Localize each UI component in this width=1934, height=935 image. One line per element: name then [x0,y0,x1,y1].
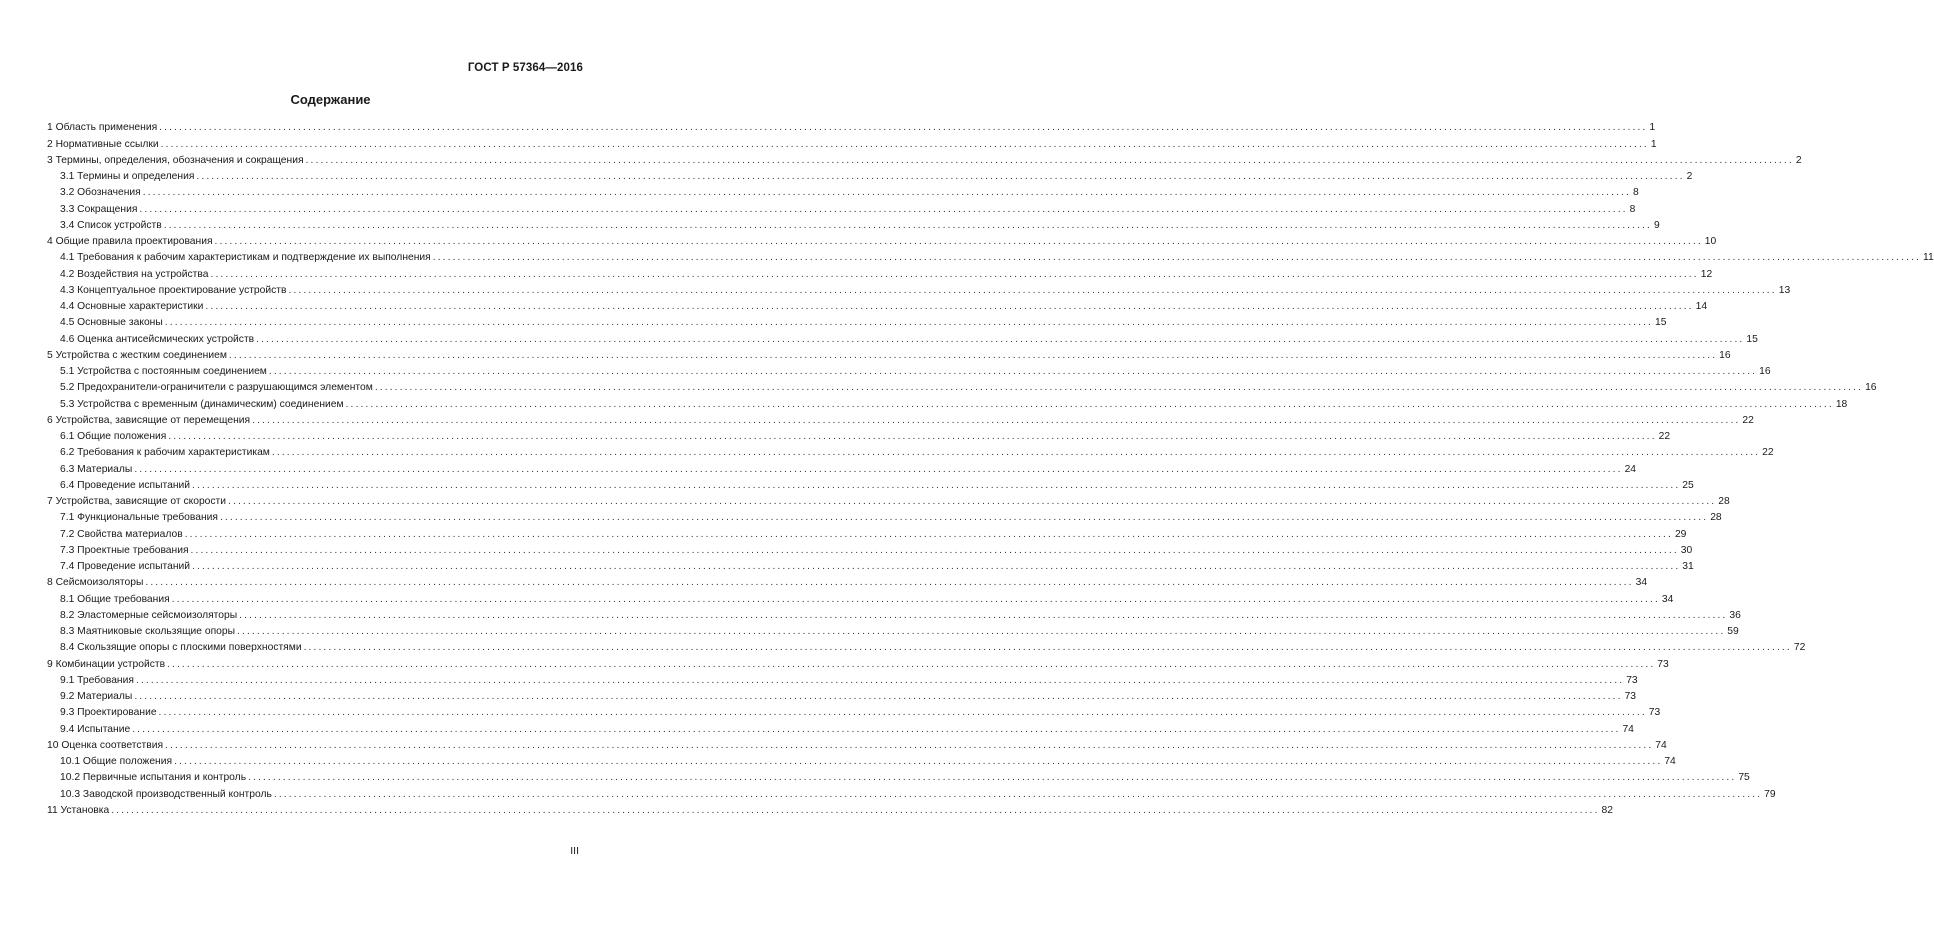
toc-page-number: 9 [1653,219,1660,231]
dot-leader: ............................................................................................................................................................................................................................................................................................................ [271,447,1761,459]
toc-subsection-entry[interactable] [47,590,1674,606]
toc-entry-title: 10.3 Заводской производственный контроль [60,788,272,800]
toc-entry-title: 10.1 Общие положения [60,756,173,767]
toc-entry-title: 4.1 Требования к рабочим характеристикам и подтверждение их выполнения [60,252,431,264]
toc-entry-title: 8 Сейсмоизоляторы [47,577,144,589]
dot-leader: ............................................................................................................................................................................................................................................................................................................ [184,528,1673,540]
toc-page-number: 8 [1629,203,1636,215]
dot-leader: ............................................................................................................................................................................................................................................................................................................ [159,122,1648,134]
toc-page-number: 8 [1632,187,1639,199]
toc-page-number: 74 [1622,723,1634,735]
toc-page-number: 2 [1795,154,1802,166]
toc-subsection-entry[interactable] [47,330,1758,346]
dot-leader: ............................................................................................................................................................................................................................................................................................................ [164,317,1654,329]
dot-leader: ............................................................................................................................................................................................................................................................................................................ [196,171,1685,182]
toc-entry-title: 7.2 Свойства материалов [60,528,183,540]
toc-entry-title: 3.3 Сокращения [60,203,138,215]
dot-leader: ............................................................................................................................................................................................................................................................................................................ [210,268,1699,280]
toc-subsection-entry[interactable] [47,785,1776,801]
toc-subsection-entry[interactable] [47,525,1687,541]
toc-subsection-entry[interactable] [47,623,1739,639]
toc-page-number: 1 [1649,122,1656,134]
toc-entry-title: 4.4 Основные характеристики [60,301,204,312]
dot-leader: ............................................................................................................................................................................................................................................................................................................ [145,577,1634,589]
toc-subsection-entry[interactable] [47,688,1637,704]
toc-page-number: 73 [1626,674,1638,686]
dot-leader: ............................................................................................................................................................................................................................................................................................................ [345,398,1834,410]
toc-subsection-entry[interactable] [47,428,1671,444]
toc-subsection-entry[interactable] [47,753,1676,769]
toc-entry-title: 4.2 Воздействия на устройства [60,268,209,280]
toc-page-number: 74 [1664,756,1676,767]
toc-entry-title: 4 Общие правила проектирования [47,236,213,247]
dot-leader: ............................................................................................................................................................................................................................................................................................................ [256,333,1745,345]
toc-entry-title: 8.3 Маятниковые скользящие опоры [60,626,236,637]
toc-subsection-entry[interactable] [47,444,1774,460]
toc-section-entry[interactable] [47,574,1648,590]
dot-leader: ............................................................................................................................................................................................................................................................................................................ [248,772,1737,784]
toc-page-number: 10 [1704,236,1717,247]
table-of-contents [47,119,1934,818]
toc-subsection-entry[interactable] [47,217,1660,233]
toc-entry-title: 6.1 Общие положения [60,431,167,442]
toc-page-number: 16 [1719,349,1731,361]
toc-entry-title: 11 Установка [47,804,110,816]
dot-leader: ............................................................................................................................................................................................................................................................................................................ [252,414,1741,426]
toc-section-entry[interactable] [47,493,1730,509]
toc-page-number: 1 [1650,138,1657,150]
toc-subsection-entry[interactable] [47,379,1877,395]
dot-leader: ............................................................................................................................................................................................................................................................................................................ [111,804,1600,816]
dot-leader: ............................................................................................................................................................................................................................................................................................................ [135,674,1625,686]
toc-page-number: 29 [1674,528,1687,540]
toc-subsection-entry[interactable] [47,607,1741,623]
dot-leader: ............................................................................................................................................................................................................................................................................................................ [228,349,1718,361]
dot-leader: ............................................................................................................................................................................................................................................................................................................ [239,609,1728,621]
dot-leader: ............................................................................................................................................................................................................................................................................................................ [268,366,1758,377]
toc-subsection-entry[interactable] [47,542,1693,558]
toc-subsection-entry[interactable] [47,509,1722,525]
dot-leader: ............................................................................................................................................................................................................................................................................................................ [432,252,1921,264]
toc-subsection-entry[interactable] [47,298,1708,314]
dot-leader: ............................................................................................................................................................................................................................................................................................................ [134,691,1623,702]
toc-entry-title: 2 Нормативные ссылки [47,138,159,150]
toc-page-number: 2 [1686,171,1693,182]
toc-subsection-entry[interactable] [47,720,1634,736]
toc-subsection-entry[interactable] [47,168,1693,184]
toc-subsection-entry[interactable] [47,672,1638,688]
toc-page-number: 79 [1764,788,1776,800]
dot-leader: ............................................................................................................................................................................................................................................................................................................ [167,658,1656,670]
toc-entry-title: 6.3 Материалы [60,463,133,475]
toc-entry-title: 3.2 Обозначения [60,187,141,199]
dot-leader: ............................................................................................................................................................................................................................................................................................................ [273,788,1763,800]
toc-entry-title: 6.4 Проведение испытаний [60,479,191,491]
toc-page-number: 59 [1727,626,1739,637]
toc-entry-title: 1 Область применения [47,122,158,134]
dot-leader: ............................................................................................................................................................................................................................................................................................................ [237,626,1726,637]
document-code: ГОСТ Р 57364—2016 [467,62,583,74]
toc-page-number: 36 [1729,609,1741,621]
toc-subsection-entry[interactable] [47,639,1806,655]
toc-page-number: 34 [1661,593,1674,605]
toc-section-entry[interactable] [47,737,1667,753]
toc-page-number: 15 [1655,317,1667,329]
toc-subsection-entry[interactable] [47,769,1750,785]
toc-subsection-entry[interactable] [47,265,1713,281]
toc-subsection-entry[interactable] [47,184,1639,200]
toc-page-number: 18 [1835,398,1848,410]
toc-page-number: 74 [1655,739,1667,751]
toc-entry-title: 5.3 Устройства с временным (динамическим) соединением [60,398,344,410]
toc-page-number: 28 [1718,496,1730,507]
toc-entry-title: 9.2 Материалы [60,691,133,702]
dot-leader: ............................................................................................................................................................................................................................................................................................................ [374,382,1864,394]
toc-entry-title: 3.1 Термины и определения [60,171,195,182]
toc-entry-title: 7 Устройства, зависящие от скорости [47,496,227,507]
toc-entry-title: 8.2 Эластомерные сейсмоизоляторы [60,609,238,621]
dot-leader: ............................................................................................................................................................................................................................................................................................................ [163,219,1652,231]
toc-subsection-entry[interactable] [47,395,1848,411]
toc-page-number: 31 [1682,561,1694,572]
toc-entry-title: 9.4 Испытание [60,723,131,735]
toc-page-number: 13 [1778,284,1791,296]
toc-entry-title: 5.2 Предохранители-ограничители с разрушающимся элементом [60,382,373,394]
toc-entry-title: 10 Оценка соответствия [47,739,164,751]
toc-entry-title: 4.5 Основные законы [60,317,163,329]
toc-entry-title: 9 Комбинации устройств [47,658,166,670]
dot-leader: ............................................................................................................................................................................................................................................................................................................ [192,561,1681,572]
toc-subsection-entry[interactable] [47,363,1771,379]
toc-subsection-entry[interactable] [47,477,1694,493]
dot-leader: ............................................................................................................................................................................................................................................................................................................ [160,138,1649,150]
toc-section-entry[interactable] [47,119,1656,135]
dot-leader: ............................................................................................................................................................................................................................................................................................................ [205,301,1694,312]
dot-leader: ............................................................................................................................................................................................................................................................................................................ [192,479,1681,491]
toc-page-number: 25 [1682,479,1694,491]
toc-page-number: 22 [1742,414,1754,426]
toc-entry-title: 8.4 Скользящие опоры с плоскими поверхностями [60,642,302,654]
toc-section-entry[interactable] [47,233,1717,249]
dot-leader: ............................................................................................................................................................................................................................................................................................................ [228,496,1717,507]
dot-leader: ............................................................................................................................................................................................................................................................................................................ [214,236,1703,247]
toc-entry-title: 4.6 Оценка антисейсмических устройств [60,333,255,345]
toc-page-number: 11 [1923,252,1934,264]
toc-entry-title: 5 Устройства с жестким соединением [47,349,227,361]
toc-page-number: 24 [1624,463,1637,475]
toc-page-number: 82 [1601,804,1613,816]
toc-entry-title: 5.1 Устройства с постоянным соединением [60,366,267,377]
toc-entry-title: 7.1 Функциональные требования [60,512,218,524]
dot-leader: ............................................................................................................................................................................................................................................................................................................ [168,431,1657,442]
toc-page-number: 16 [1865,382,1877,394]
toc-page-number: 34 [1635,577,1648,589]
toc-page-number: 73 [1657,658,1669,670]
toc-entry-title: 3 Термины, определения, обозначения и сокращения [47,154,304,166]
toc-page-number: 16 [1759,366,1771,377]
toc-subsection-entry[interactable] [47,314,1667,330]
toc-section-entry[interactable] [47,135,1657,151]
toc-page-number: 12 [1700,268,1713,280]
toc-subsection-entry[interactable] [47,282,1791,298]
toc-subsection-entry[interactable] [47,704,1661,720]
toc-entry-title: 4.3 Концептуальное проектирование устройств [60,284,287,296]
toc-entry-title: 9.3 Проектирование [60,707,157,719]
toc-section-entry[interactable] [47,152,1802,168]
toc-entry-title: 6.2 Требования к рабочим характеристикам [60,447,270,459]
page-number: III [570,845,579,857]
dot-leader: ............................................................................................................................................................................................................................................................................................................ [190,544,1679,556]
dot-leader: ............................................................................................................................................................................................................................................................................................................ [288,284,1777,296]
toc-entry-title: 8.1 Общие требования [60,593,170,605]
dot-leader: ............................................................................................................................................................................................................................................................................................................ [142,187,1631,199]
toc-page-number: 22 [1762,447,1774,459]
toc-entry-title: 10.2 Первичные испытания и контроль [60,772,247,784]
toc-page-number: 15 [1746,333,1758,345]
toc-entry-title: 6 Устройства, зависящие от перемещения [47,414,251,426]
dot-leader: ............................................................................................................................................................................................................................................................................................................ [171,593,1660,605]
toc-section-entry[interactable] [47,412,1754,428]
toc-section-entry[interactable] [47,655,1669,671]
toc-page-number: 30 [1680,544,1693,556]
toc-subsection-entry[interactable] [47,249,1934,265]
dot-leader: ............................................................................................................................................................................................................................................................................................................ [158,707,1647,719]
dot-leader: ............................................................................................................................................................................................................................................................................................................ [303,642,1792,654]
toc-page-number: 75 [1738,772,1750,784]
toc-entry-title: 9.1 Требования [60,674,134,686]
dot-leader: ............................................................................................................................................................................................................................................................................................................ [174,756,1663,767]
toc-subsection-entry[interactable] [47,558,1694,574]
toc-entry-title: 7.4 Проведение испытаний [60,561,191,572]
toc-subsection-entry[interactable] [47,200,1636,216]
dot-leader: ............................................................................................................................................................................................................................................................................................................ [132,723,1621,735]
dot-leader: ............................................................................................................................................................................................................................................................................................................ [134,463,1623,475]
toc-page-number: 73 [1624,691,1637,702]
toc-page-number: 14 [1695,301,1708,312]
toc-page-number: 22 [1658,431,1671,442]
toc-heading: Содержание [290,92,371,107]
toc-section-entry[interactable] [47,347,1731,363]
toc-page-number: 72 [1793,642,1806,654]
dot-leader: ............................................................................................................................................................................................................................................................................................................ [165,739,1654,751]
dot-leader: ............................................................................................................................................................................................................................................................................................................ [139,203,1628,215]
toc-section-entry[interactable] [47,802,1613,818]
toc-subsection-entry[interactable] [47,460,1637,476]
toc-page-number: 73 [1648,707,1661,719]
dot-leader: ............................................................................................................................................................................................................................................................................................................ [305,154,1794,166]
toc-entry-title: 7.3 Проектные требования [60,544,189,556]
toc-page-number: 28 [1710,512,1722,524]
toc-entry-title: 3.4 Список устройств [60,219,162,231]
dot-leader: ............................................................................................................................................................................................................................................................................................................ [219,512,1709,524]
